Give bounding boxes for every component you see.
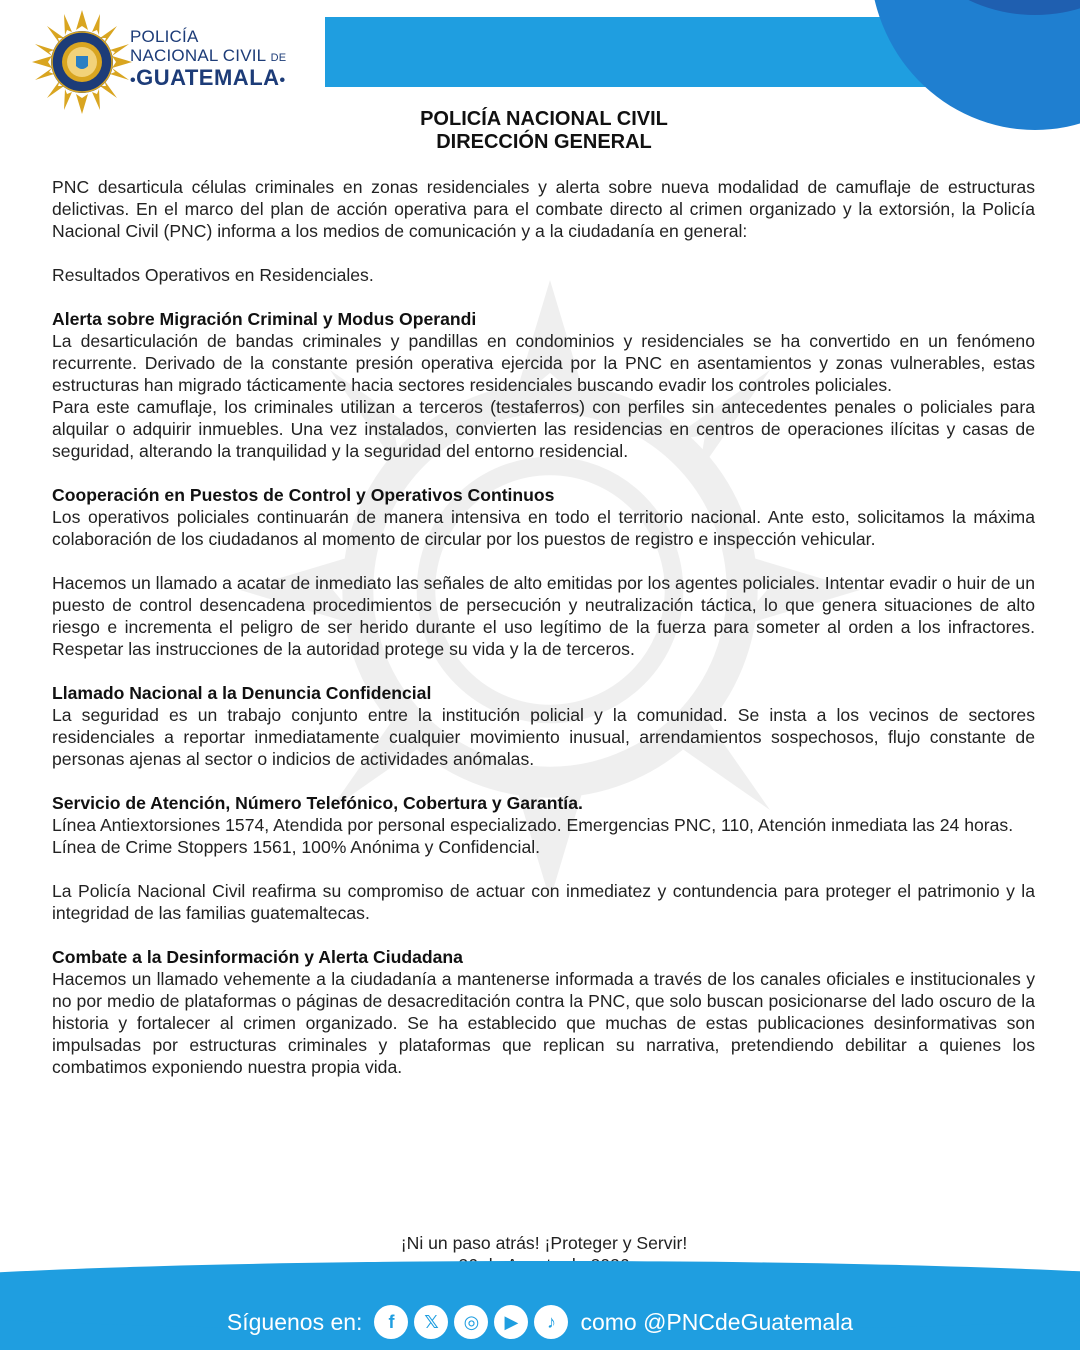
closing-motto: ¡Ni un paso atrás! ¡Proteger y Servir!: [400, 1233, 688, 1253]
section-paragraph: Los operativos policiales continuarán de manera intensiva en todo el territorio nacional. Ante esto, solicitamos la máxima colaboración de los ciudadanos al momento de circular por los puestos de registro e inspección vehicular.: [52, 507, 1035, 549]
x-icon[interactable]: 𝕏: [414, 1305, 448, 1339]
instagram-icon[interactable]: ◎: [454, 1305, 488, 1339]
pnc-badge-icon: [32, 10, 132, 114]
press-release-body: [52, 176, 1035, 1078]
logo-line-policia: POLICÍA: [130, 27, 199, 46]
section-paragraph: Línea Antiextorsiones 1574, Atendida por personal especializado. Emergencias PNC, 110, Atención inmediata las 24 horas.: [52, 815, 1014, 835]
logo-dot-right: •: [279, 72, 286, 89]
social-footer: [0, 1297, 1080, 1347]
intro-paragraph: PNC desarticula células criminales en zonas residenciales y alerta sobre nueva modalidad de camuflaje de estructuras delictivas. En el marco del plan de acción operativa para el combate directo al crimen organizado y la extorsión, la Policía Nacional Civil (PNC) informa a los medios de comunicación y a la ciudadanía en general:: [52, 177, 1035, 241]
results-line: Resultados Operativos en Residenciales.: [52, 265, 374, 285]
logo-wordmark: [130, 28, 286, 89]
section-heading-cooperacion: Cooperación en Puestos de Control y Operativos Continuos: [52, 485, 555, 505]
logo-guatemala-text: GUATEMALA: [136, 65, 280, 90]
section-paragraph: La seguridad es un trabajo conjunto entre la institución policial y la comunidad. Se insta a los vecinos de sectores residenciales a reportar inmediatamente cualquier movimiento inusual, arrendamientos sospechosos, flujo constante de personas ajenas al sector o indicios de actividades anómalas.: [52, 705, 1035, 769]
section-heading-denuncia: Llamado Nacional a la Denuncia Confidencial: [52, 683, 432, 703]
section-paragraph: Para este camuflaje, los criminales utilizan a terceros (testaferros) con perfiles sin antecedentes penales o policiales para alquilar o adquirir inmuebles. Una vez instalados, convierten las residencias en centros de operaciones ilícitas y casas de seguridad, alterando la tranquilidad y la seguridad del entorno residencial.: [52, 397, 1035, 461]
header-institution: POLICÍA NACIONAL CIVIL: [420, 108, 668, 130]
pnc-logo: [32, 10, 312, 120]
social-handle: como @PNCdeGuatemala: [580, 1308, 854, 1335]
logo-nacional-civil-text: NACIONAL CIVIL: [130, 46, 266, 65]
logo-de-text: DE: [270, 52, 287, 64]
section-heading-migracion: Alerta sobre Migración Criminal y Modus Operandi: [52, 309, 477, 329]
section-paragraph: Hacemos un llamado a acatar de inmediato las señales de alto emitidas por los agentes policiales. Intentar evadir o huir de un puesto de control desencadena procedimientos de persecución y neutralización táctica, lo que genera situaciones de alto riesgo e incrementa el peligro de ser herido durante el uso legítimo de la fuerza para someter al orden a los infractores. Respetar las instrucciones de la autoridad protege su vida y la de terceros.: [52, 573, 1035, 659]
tiktok-icon[interactable]: ♪: [534, 1305, 568, 1339]
social-icons: [374, 1305, 568, 1339]
logo-line-guatemala: [130, 67, 286, 89]
section-heading-servicio: Servicio de Atención, Número Telefónico, Cobertura y Garantía.: [52, 793, 583, 813]
section-paragraph: La desarticulación de bandas criminales y pandillas en condominios y residenciales se ha convertido en un fenómeno recurrente. Derivado de la constante presión operativa ejercida por la PNC en asentamientos y zonas vulnerables, estas estructuras han migrado tácticamente hacia sectores residenciales buscando evadir los controles policiales.: [52, 331, 1035, 395]
logo-dot-left: •: [130, 72, 137, 89]
section-paragraph: La Policía Nacional Civil reafirma su compromiso de actuar con inmediatez y contundencia para proteger el patrimonio y la integridad de las familias guatemaltecas.: [52, 881, 1035, 923]
document-header: [0, 108, 1080, 154]
youtube-icon[interactable]: ▶: [494, 1305, 528, 1339]
section-heading-desinformacion: Combate a la Desinformación y Alerta Ciudadana: [52, 947, 463, 967]
section-paragraph: Hacemos un llamado vehemente a la ciudadanía a mantenerse informada a través de los canales oficiales e institucionales y no por medio de plataformas o páginas de desacreditación contra la PNC, que solo buscan posicionarse del lado oscuro de la historia y fortalecer al crimen organizado. Se ha establecido que muchas de estas publicaciones desinformativas son impulsadas por estructuras criminales y plataformas que replican su narrativa, pretendiendo debilitar a quienes los combatimos exponiendo nuestra propia vida.: [52, 969, 1035, 1077]
facebook-icon[interactable]: f: [374, 1305, 408, 1339]
header-directorate: DIRECCIÓN GENERAL: [436, 131, 652, 153]
section-paragraph: Línea de Crime Stoppers 1561, 100% Anónima y Confidencial.: [52, 837, 541, 857]
follow-label: Síguenos en:: [226, 1308, 363, 1335]
logo-line-nacional-civil: [130, 47, 286, 64]
